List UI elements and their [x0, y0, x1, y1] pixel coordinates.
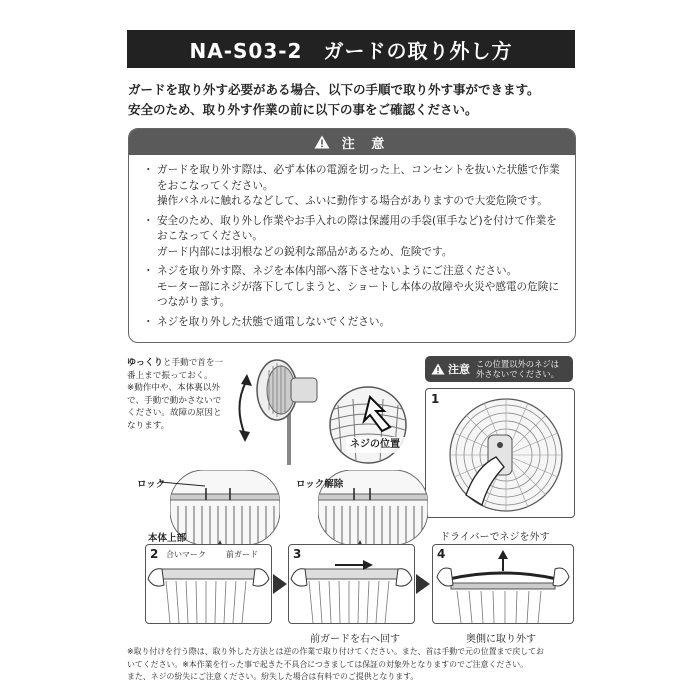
- warning-message: [476, 359, 559, 379]
- caution-heading: 注 意: [341, 136, 391, 152]
- footer-note: [127, 646, 582, 684]
- caution-item-main: ネジを取り外す際、ネジを本体内部へ落下させないようにご注意ください。: [157, 265, 518, 277]
- step-4-panel: [432, 544, 574, 624]
- step-4-number: 4: [437, 547, 446, 561]
- screw-zoom-callout: [318, 385, 418, 465]
- step-1-panel: [425, 388, 575, 518]
- unlock-label: ロック解除: [296, 479, 344, 490]
- warning-triangle-icon: [314, 135, 330, 149]
- step-arrow-icon: [273, 574, 287, 594]
- caution-item-sub: 操作パネルに触れるなどして、ふいに動作する場合がありますので大変危険です。: [157, 195, 548, 207]
- body-top-label: 本体上部: [148, 533, 187, 544]
- step-2-panel: [145, 544, 272, 624]
- warning-label-text: 注意: [448, 363, 470, 376]
- front-guard-label: 前ガード: [226, 550, 258, 559]
- footer-line-3: また、ネジの紛失にご注意ください。紛失した場合は有料でのご提供となります。: [127, 672, 419, 681]
- warning-msg-line2: 外さないでください。: [476, 369, 559, 379]
- guard-rotate-illustration: [146, 559, 271, 623]
- screw-position-label: ネジの位置: [350, 439, 400, 450]
- warning-msg-line1: この位置以外のネジは: [476, 359, 559, 369]
- step-3-caption: 前ガードを右へ回す: [310, 634, 400, 645]
- warning-triangle-icon: [431, 363, 445, 375]
- footer-line-1: ※取り付けを行う際は、取り外した方法とは逆の作業で取り付けてください。また、首は手動で元の位置まで戻してお: [127, 647, 544, 656]
- lock-pointer-line: [160, 478, 210, 490]
- caution-item-main: ガードを取り外す際は、必ず本体の電源を切った上、コンセントを抜いた状態で作業をおこなってください。: [157, 164, 560, 192]
- side-note-text2: ※動作中や、本体裏以外で、手動で動かさないでください。故障の原因となります。: [127, 383, 222, 431]
- step-1-caption: ドライバーでネジを外す: [440, 532, 550, 543]
- caution-item: [143, 163, 565, 210]
- intro-line-1: ガードを取り外す必要がある場合、以下の手順で取り外す事ができます。: [128, 82, 540, 97]
- step-4-caption: 奥側に取り外す: [466, 634, 536, 645]
- step-3-panel: [288, 544, 415, 624]
- caution-item-sub: ガード内部には羽根などの鋭利な部品があるため、危険です。: [157, 245, 453, 258]
- guard-remove-illustration: [433, 549, 573, 623]
- caution-item: [143, 315, 565, 331]
- side-note-text1: と手動で首を一番上まで振っておく。: [127, 358, 224, 381]
- guard-rotate-right-illustration: [289, 553, 414, 623]
- caution-list: [129, 155, 575, 330]
- warning-label: [431, 361, 470, 377]
- caution-item: [143, 264, 565, 311]
- fan-guard-rear-illustration: [436, 395, 566, 515]
- footer-line-2: いてください。※本作業を行った事で起きた不具合につきましては保証の対象外となりますのでご注意ください。: [127, 659, 528, 669]
- step-2-number: 2: [150, 547, 159, 561]
- align-mark-label: 合いマーク: [166, 550, 206, 559]
- caution-item: [143, 214, 565, 261]
- intro-line-2: 安全のため、取り外す作業の前に以下の事をご確認ください。: [128, 102, 478, 117]
- lock-label: ロック: [137, 479, 166, 490]
- caution-item-sub: モーター部にネジが落下してしまうと、ショートし本体の故障や火災や感電の危険につながります。: [157, 280, 559, 308]
- caution-box: [128, 128, 576, 343]
- step-1-number: 1: [431, 392, 440, 406]
- side-note: [127, 357, 227, 432]
- intro-text: [128, 80, 588, 120]
- side-note-bold: ゆっくり: [127, 358, 163, 368]
- page-title: NA-S03-2 ガードの取り外し方: [127, 30, 575, 68]
- caution-item-main: ネジを取り外した状態で通電しないでください。: [157, 315, 391, 328]
- step-arrow-icon: [416, 574, 430, 594]
- caution-header: [129, 129, 575, 155]
- caution-item-main: 安全のため、取り外し作業やお手入れの際は保護用の手袋(軍手など)を付けて作業をおこなってください。: [157, 214, 557, 242]
- warning-badge: [425, 356, 573, 382]
- step-3-number: 3: [293, 547, 302, 561]
